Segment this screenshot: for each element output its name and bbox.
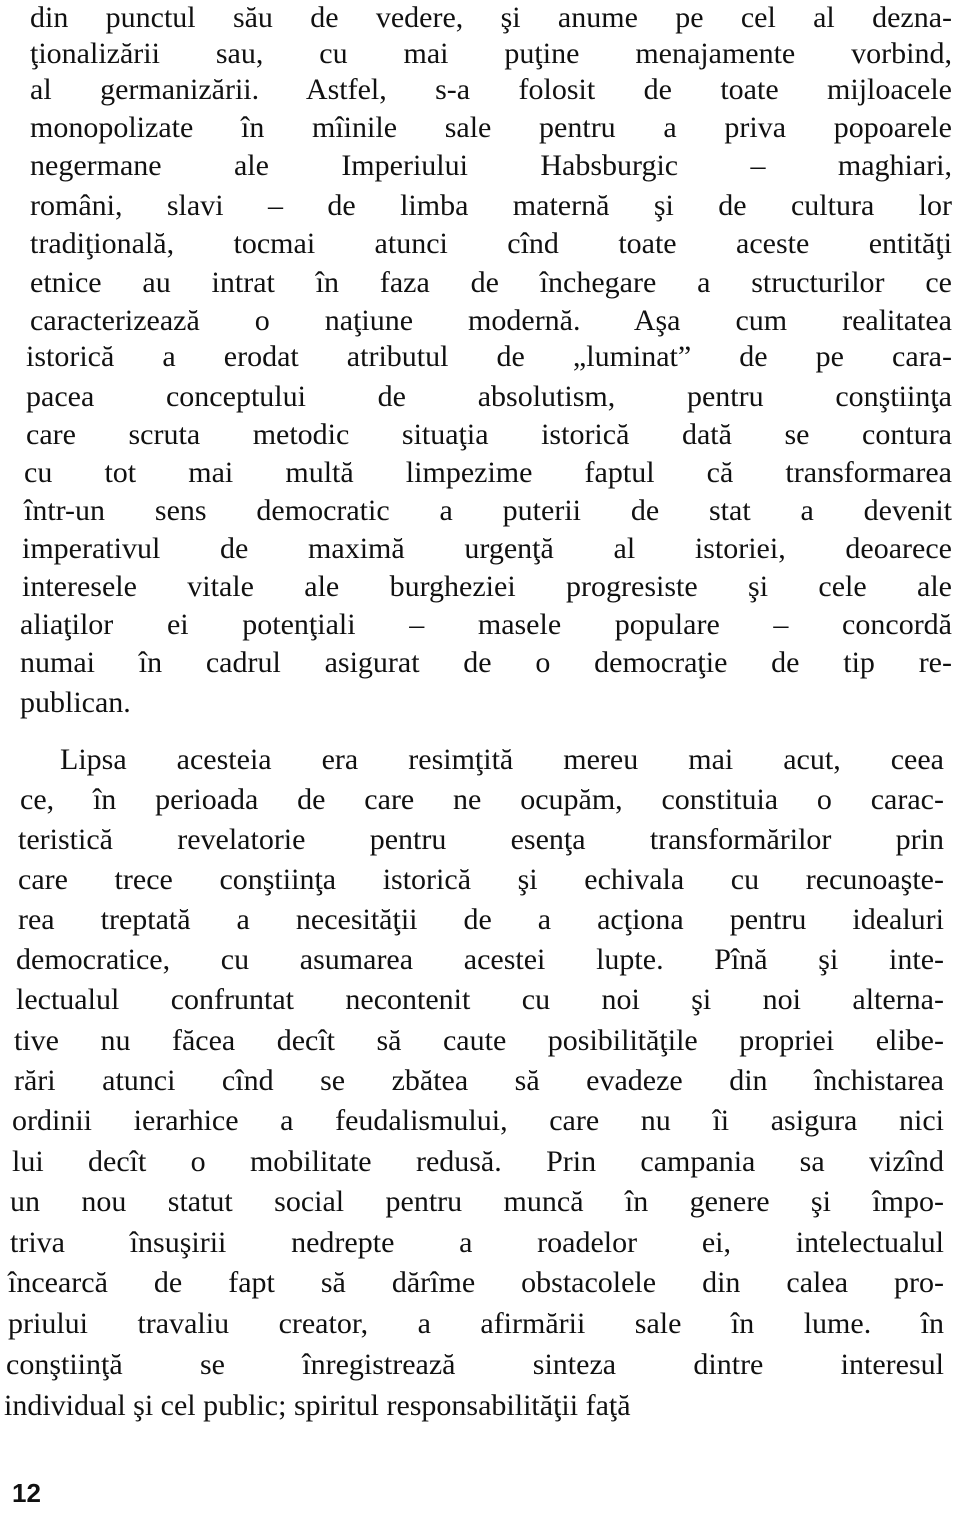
text-line: tive nu făcea decît să caute posibilităţile propriei elibe- [14, 1024, 944, 1057]
text-line: tradiţională, tocmai atunci cînd toate aceste entităţi [30, 227, 952, 260]
text-line: publican. [20, 686, 131, 719]
text-line: rea treptată a necesităţii de a acţiona pentru idealuri [18, 903, 944, 936]
text-line: pacea conceptului de absolutism, pentru conştiinţa [26, 380, 952, 413]
text-line: care trece conştiinţa istorică şi echivala cu recunoaşte- [18, 863, 944, 896]
text-line: lui decît o mobilitate redusă. Prin campania sa vizînd [12, 1145, 944, 1178]
text-line: care scruta metodic situaţia istorică dată se contura [26, 418, 952, 451]
text-line: negermane ale Imperiului Habsburgic – maghiari, [30, 149, 952, 182]
text-line: un nou statut social pentru muncă în genere şi împo- [10, 1185, 944, 1218]
text-line: monopolizate în mîinile sale pentru a priva popoarele [30, 111, 952, 144]
text-line: români, slavi – de limba maternă şi de cultura lor [30, 189, 952, 222]
text-line: ţionalizării sau, cu mai puţine menajamente vorbind, [30, 37, 952, 70]
text-line: aliaţilor ei potenţiali – masele populare – concordă [20, 608, 952, 641]
text-line: al germanizării. Astfel, s-a folosit de toate mijloacele [30, 73, 952, 106]
text-line: rări atunci cînd se zbătea să evadeze din închistarea [14, 1064, 944, 1097]
text-line: ce, în perioada de care ne ocupăm, constituia o carac- [20, 783, 944, 816]
text-line: caracterizează o naţiune modernă. Aşa cum realitatea [30, 304, 952, 337]
page-number: 12 [12, 1478, 41, 1508]
text-line: istorică a erodat atributul de „luminat” de pe cara- [26, 340, 952, 373]
text-line: conştiinţă se înregistrează sinteza dintre interesul [6, 1348, 944, 1381]
text-line: din punctul său de vedere, şi anume pe cel al dezna- [30, 1, 952, 34]
text-line: Lipsa acesteia era resimţită mereu mai acut, ceea [60, 743, 944, 776]
text-line: numai în cadrul asigurat de o democraţie de tip re- [20, 646, 952, 679]
text-line: imperativul de maximă urgenţă al istoriei, deoarece [22, 532, 952, 565]
text-line: cu tot mai multă limpezime faptul că transformarea [24, 456, 952, 489]
text-line: democratice, cu asumarea acestei lupte. Pînă şi inte- [16, 943, 944, 976]
text-line: etnice au intrat în faza de închegare a structurilor ce [30, 266, 952, 299]
text-line: interesele vitale ale burgheziei progresiste şi cele ale [22, 570, 952, 603]
text-line: teristică revelatorie pentru esenţa transformărilor prin [18, 823, 944, 856]
text-line: priului travaliu creator, a afirmării sale în lume. în [8, 1307, 944, 1340]
text-line: într-un sens democratic a puterii de stat a devenit [24, 494, 952, 527]
text-line: triva însuşirii nedrepte a roadelor ei, intelectualul [10, 1226, 944, 1259]
text-line: încearcă de fapt să dărîme obstacolele din calea pro- [8, 1266, 944, 1299]
text-line: ordinii ierarhice a feudalismului, care nu îi asigura nici [12, 1104, 944, 1137]
text-line: individual şi cel public; spiritul responsabilităţii faţă [4, 1389, 631, 1422]
text-line: lectualul confruntat necontenit cu noi şi noi alterna- [16, 983, 944, 1016]
